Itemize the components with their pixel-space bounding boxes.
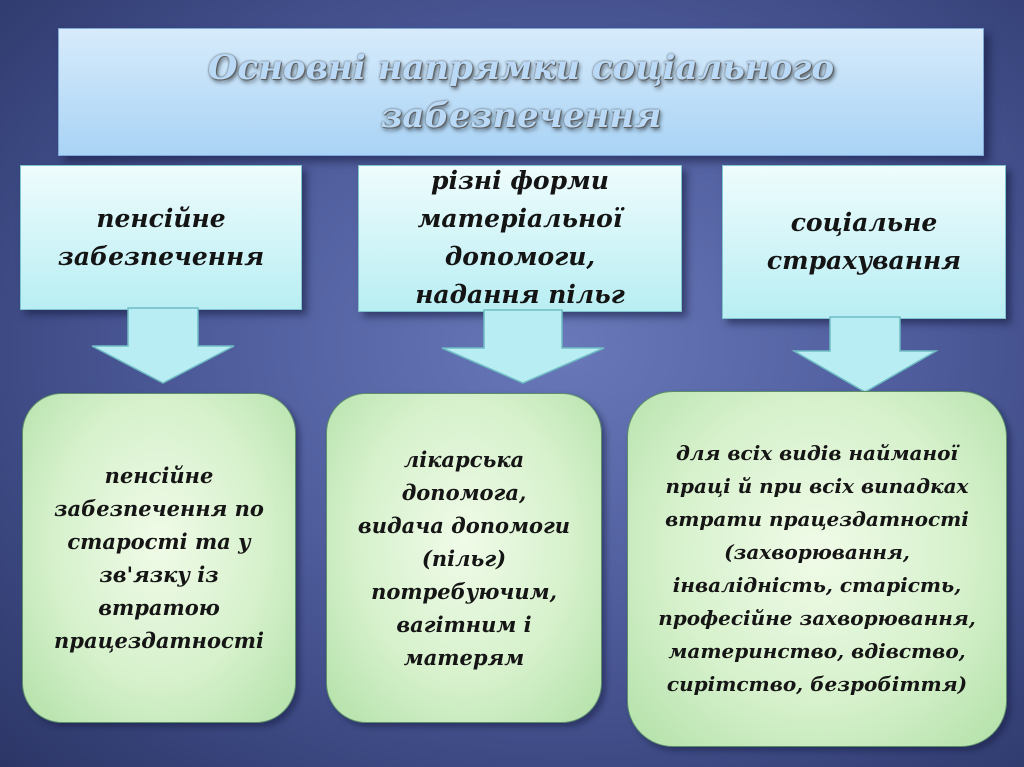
diagram-title: Основні напрямки соціального забезпечення [207, 48, 835, 136]
direction-heading-material-aid-text: різні форми матеріальної допомоги, надання пільг [415, 166, 625, 309]
direction-heading-pension-text: пенсійне забезпечення [57, 203, 265, 271]
direction-heading-social-insurance-text: соціальне страхування [766, 208, 962, 275]
detail-box-social-insurance [627, 391, 1007, 747]
down-arrow-icon [438, 308, 608, 386]
detail-box-material-aid [326, 393, 602, 723]
detail-text-pension: пенсійне забезпечення по старості та у зв'язку із втратою працездатності [54, 463, 264, 653]
detail-box-pension [22, 393, 296, 723]
down-arrow-icon [88, 306, 238, 386]
down-arrow-icon [790, 315, 940, 395]
detail-text-material-aid: лікарська допомога, видача допомоги (пільг) потребуючим, вагітним і матерям [357, 446, 571, 670]
direction-heading-material-aid [358, 165, 682, 312]
detail-text-social-insurance: для всіх видів найманої праці й при всіх випадках втрати працездатності (захворювання, інвалідність, старість, професійне захворювання, материнство, вдівство, сирітство, безробіття) [658, 441, 976, 696]
direction-heading-social-insurance [722, 165, 1006, 319]
direction-heading-pension [20, 165, 302, 310]
diagram-title-box [58, 28, 984, 156]
